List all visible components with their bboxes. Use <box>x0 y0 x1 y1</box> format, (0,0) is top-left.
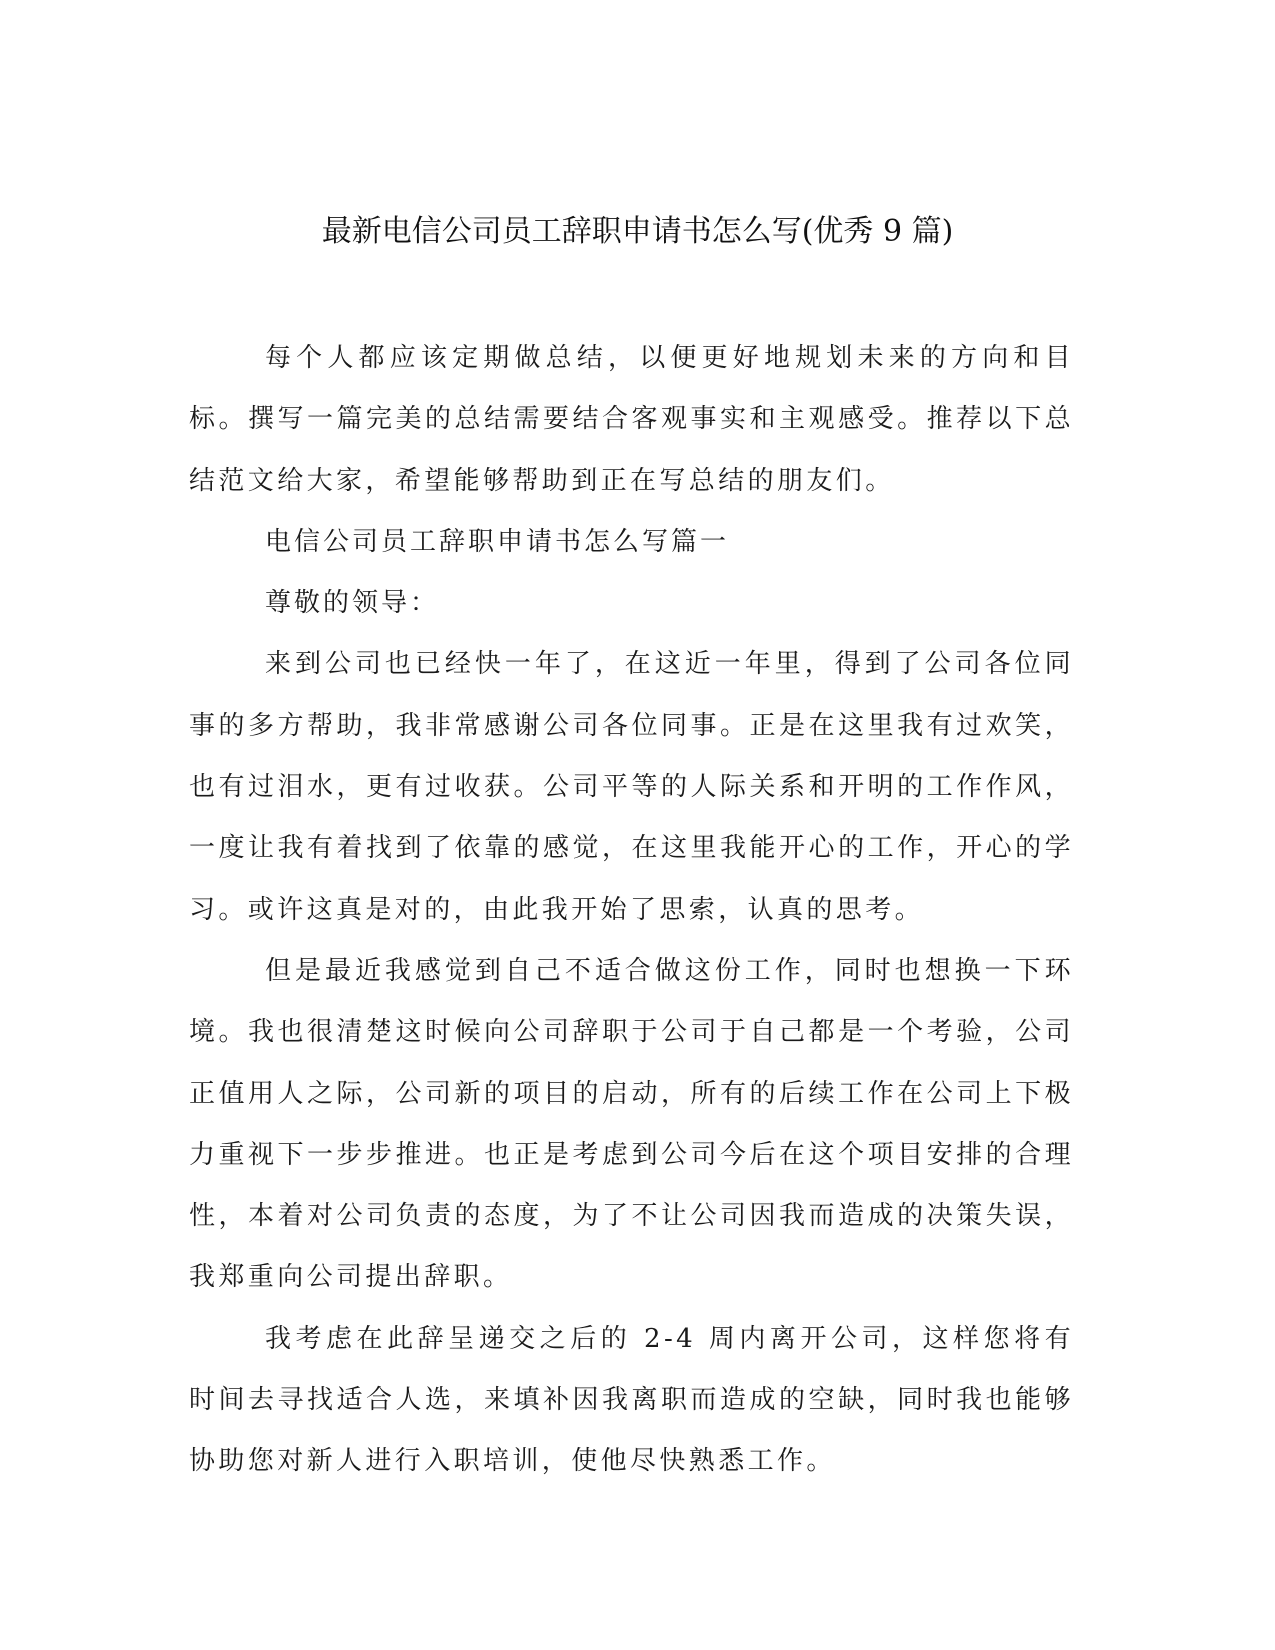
body-paragraph: 来到公司也已经快一年了，在这近一年里，得到了公司各位同事的多方帮助，我非常感谢公司各位同事。正是在这里我有过欢笑，也有过泪水，更有过收获。公司平等的人际关系和开明的工作作风，一度让我有着找到了依靠的感觉，在这里我能开心的工作，开心的学习。或许这真是对的，由此我开始了思索，认真的思考。 <box>189 649 1074 925</box>
body-paragraph: 我考虑在此辞呈递交之后的 2-4 周内离开公司，这样您将有时间去寻找适合人选，来填补因我离职而造成的空缺，同时我也能够协助您对新人进行入职培训，使他尽快熟悉工作。 <box>189 1323 1074 1477</box>
document-title: 最新电信公司员工辞职申请书怎么写(优秀 9 篇) <box>321 214 954 249</box>
body-paragraph: 但是最近我感觉到自己不适合做这份工作，同时也想换一下环境。我也很清楚这时候向公司辞职于公司于自己都是一个考验，公司正值用人之际，公司新的项目的启动，所有的后续工作在公司上下极力重视下一步步推进。也正是考虑到公司今后在这个项目安排的合理性，本着对公司负责的态度，为了不让公司因我而造成的决策失误，我郑重向公司提出辞职。 <box>189 955 1074 1293</box>
salutation: 尊敬的领导： <box>265 588 440 619</box>
document-body <box>189 328 1074 1493</box>
section-heading: 电信公司员工辞职申请书怎么写篇一 <box>265 526 730 557</box>
intro-paragraph: 每个人都应该定期做总结，以便更好地规划未来的方向和目标。撰写一篇完美的总结需要结合客观事实和主观感受。推荐以下总结范文给大家，希望能够帮助到正在写总结的朋友们。 <box>189 343 1074 496</box>
